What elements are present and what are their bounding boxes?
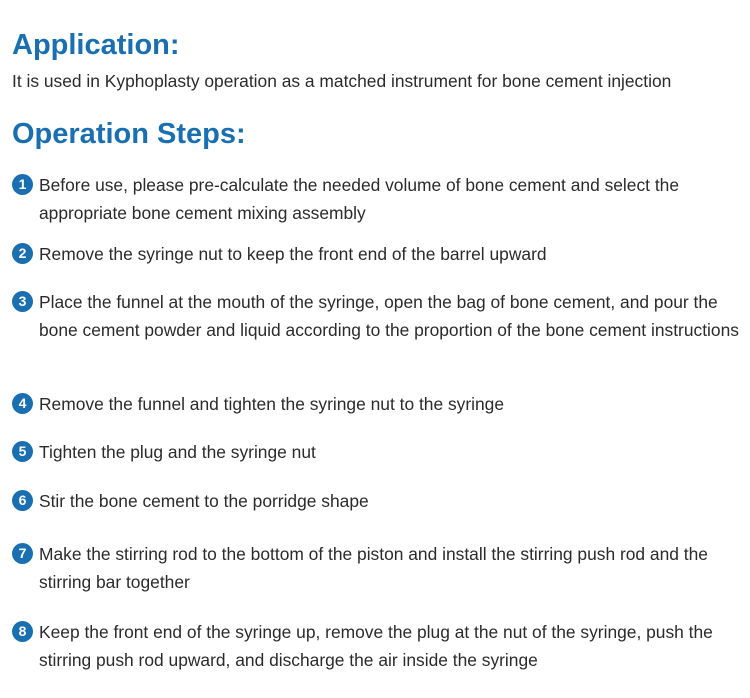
application-heading: Application: xyxy=(12,29,180,61)
step-number-badge: 5 xyxy=(12,441,33,462)
step-text: Remove the syringe nut to keep the front end of the barrel upward xyxy=(39,244,547,264)
step-number-badge: 3 xyxy=(12,291,33,312)
step-item-8 xyxy=(12,618,740,674)
step-number-badge: 1 xyxy=(12,174,33,195)
step-text: Stir the bone cement to the porridge shape xyxy=(39,491,369,511)
application-description: It is used in Kyphoplasty operation as a matched instrument for bone cement injection xyxy=(12,71,672,91)
step-number-badge: 4 xyxy=(12,393,33,414)
step-number-badge: 6 xyxy=(12,490,33,511)
step-text: Tighten the plug and the syringe nut xyxy=(39,442,316,462)
step-item-2 xyxy=(12,240,740,268)
step-item-1 xyxy=(12,171,740,227)
step-item-7 xyxy=(12,540,740,596)
step-item-5 xyxy=(12,438,740,466)
step-number-badge: 2 xyxy=(12,243,33,264)
step-number-badge: 8 xyxy=(12,621,33,642)
step-item-3 xyxy=(12,288,740,344)
step-text: Remove the funnel and tighten the syringe nut to the syringe xyxy=(39,394,505,414)
step-text: Keep the front end of the syringe up, remove the plug at the nut of the syringe, push the stirring push rod upward, and discharge the air inside the syringe xyxy=(39,622,713,670)
step-text: Make the stirring rod to the bottom of the piston and install the stirring push rod and the stirring bar together xyxy=(39,544,708,592)
step-text: Before use, please pre-calculate the needed volume of bone cement and select the appropriate bone cement mixing assembly xyxy=(39,175,680,223)
operation-steps-heading: Operation Steps: xyxy=(12,118,246,150)
step-text: Place the funnel at the mouth of the syringe, open the bag of bone cement, and pour the bone cement powder and liquid according to the proportion of the bone cement instructions xyxy=(39,292,739,340)
step-item-4 xyxy=(12,390,740,418)
step-number-badge: 7 xyxy=(12,543,33,564)
step-item-6 xyxy=(12,487,740,515)
